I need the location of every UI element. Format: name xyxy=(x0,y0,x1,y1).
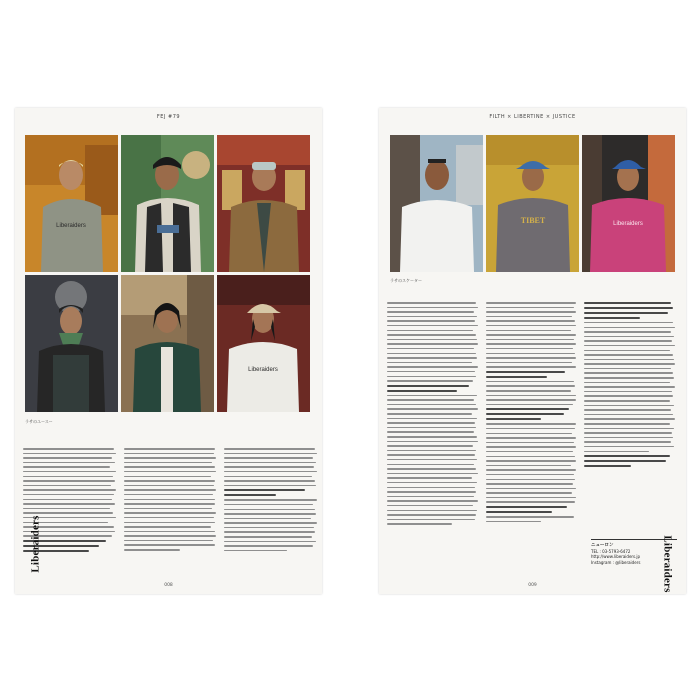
right-photo-grid xyxy=(390,135,675,272)
right-text-column-1 xyxy=(387,300,480,525)
left-brand-logo: Liberaiders xyxy=(29,515,42,573)
left-caption: ラサのユースー xyxy=(25,419,53,424)
left-page xyxy=(15,108,322,594)
right-brand-logo: Liberaiders xyxy=(661,535,674,593)
photo-man-black-vest xyxy=(121,135,214,272)
photo-man-brown-jacket xyxy=(217,135,310,272)
right-page xyxy=(379,108,686,594)
right-caption: ラサのスケーター xyxy=(390,278,422,283)
page-gutter xyxy=(322,108,379,594)
photo-man-cap-white-tee xyxy=(217,275,310,412)
profile-url[interactable]: http://www.liberaiders.jp xyxy=(591,554,641,559)
left-page-number: 008 xyxy=(164,583,173,588)
svg-text:Liberaiders: Liberaiders xyxy=(613,221,643,227)
svg-text:Liberaiders: Liberaiders xyxy=(248,367,278,373)
profile-name: ニューロン xyxy=(591,543,614,548)
right-body-text xyxy=(387,300,677,525)
left-text-column-3 xyxy=(224,446,319,552)
photo-man-grey-hoodie-tibet xyxy=(486,135,579,272)
photo-man-white-tee-sunglasses xyxy=(390,135,483,272)
right-page-header: FILTH × LIBERTINE × JUSTICE xyxy=(489,114,576,120)
right-text-column-3 xyxy=(584,300,677,525)
left-page-header: FEJ #79 xyxy=(156,114,181,120)
svg-text:TIBET: TIBET xyxy=(520,216,546,225)
profile-instagram: Instagram : @liberaiders xyxy=(591,559,641,565)
photo-man-green-jacket xyxy=(121,275,214,412)
left-body-text xyxy=(23,446,319,552)
profile-tel: TEL : 03-5793-6472 xyxy=(591,548,631,554)
left-photo-grid xyxy=(25,135,310,412)
photo-young-man-grey-tee xyxy=(25,135,118,272)
svg-text:Liberaiders: Liberaiders xyxy=(56,223,86,229)
left-text-column-2 xyxy=(124,446,219,552)
photo-man-bandana xyxy=(25,275,118,412)
right-page-number: 009 xyxy=(528,583,537,588)
right-text-column-2 xyxy=(486,300,579,525)
photo-man-pink-hoodie-cap xyxy=(582,135,675,272)
